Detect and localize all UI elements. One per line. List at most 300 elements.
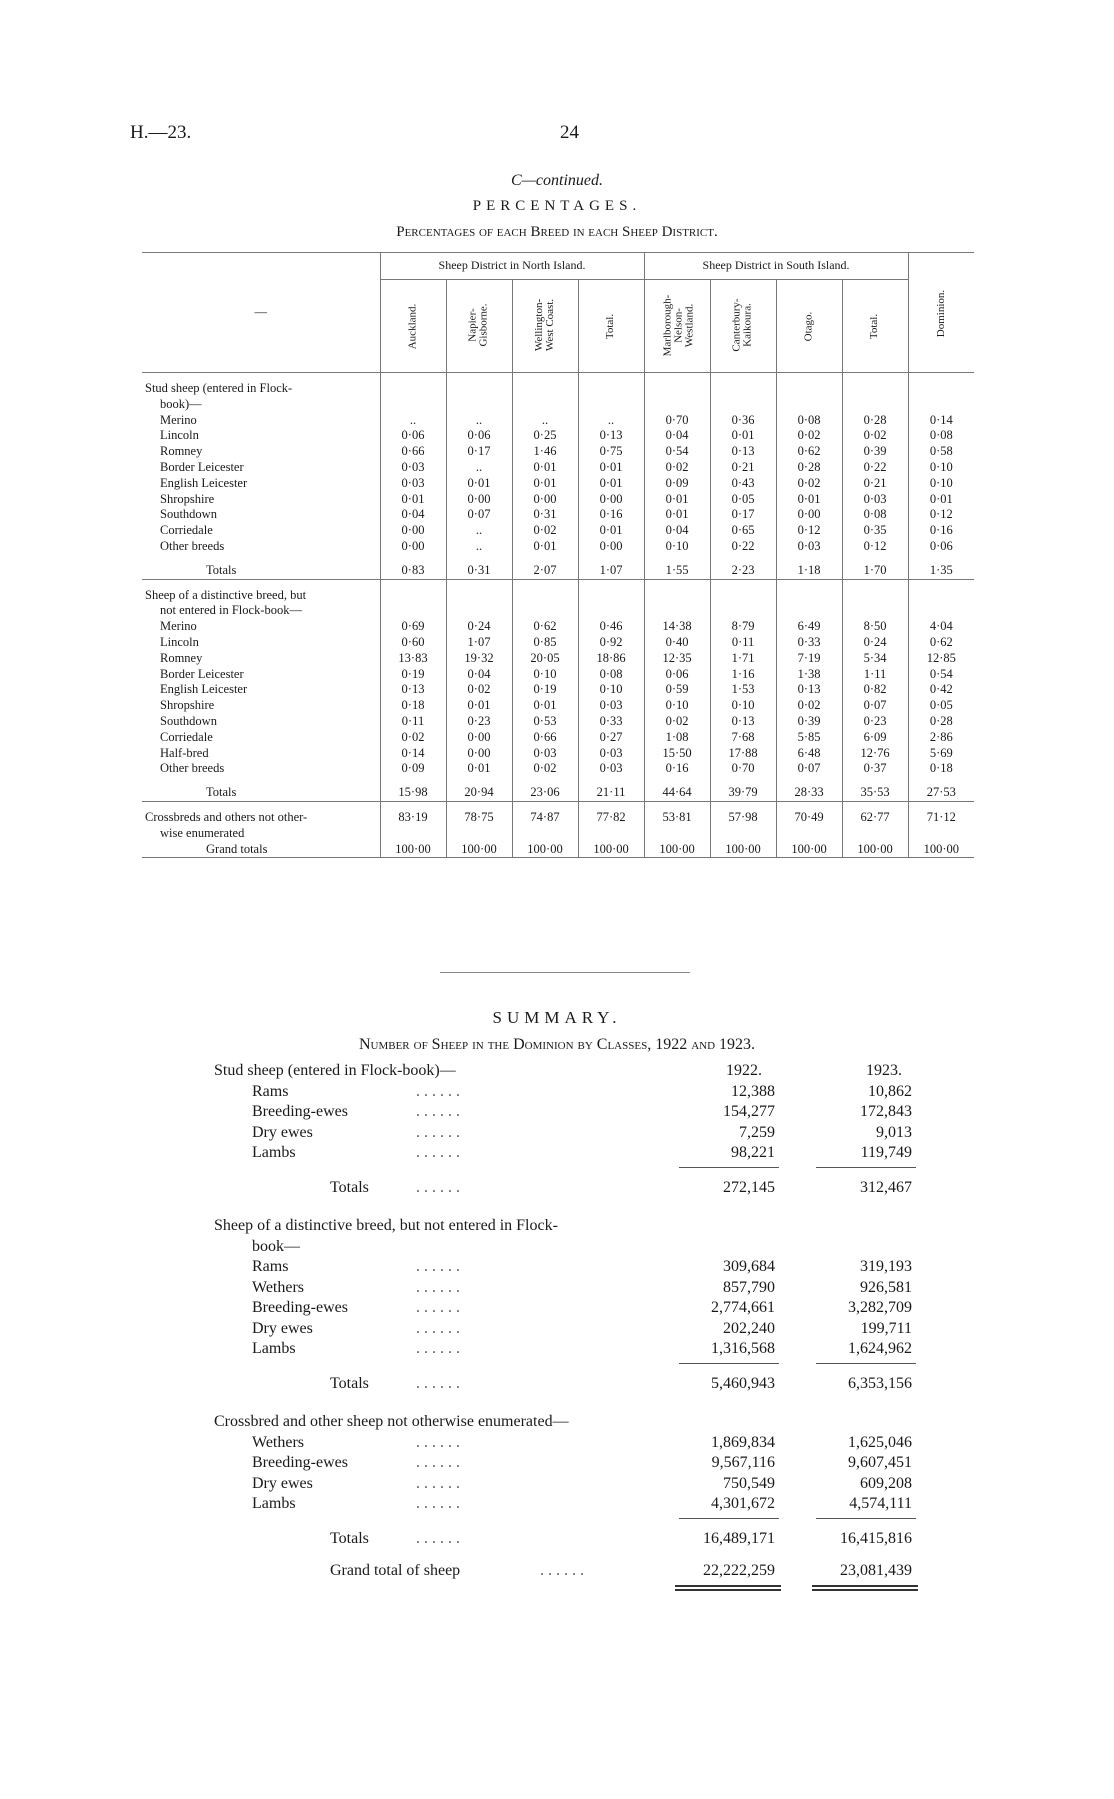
table-row — [142, 492, 974, 508]
value-cell: 0·39 — [842, 444, 908, 460]
value-cell: 0·25 — [512, 428, 578, 444]
summary-row-label: Lambs — [252, 1495, 296, 1512]
row-label: Corriedale — [160, 729, 213, 744]
value-1923: 4,574,111 — [849, 1495, 912, 1512]
summary-row-label: Dry ewes — [252, 1123, 313, 1141]
value-cell: 100·00 — [776, 842, 842, 858]
value-cell: 0·10 — [710, 698, 776, 714]
table-row — [142, 507, 974, 523]
value-cell: 100·00 — [908, 842, 974, 858]
value-cell: 0·01 — [578, 476, 644, 492]
value-cell: 100·00 — [842, 842, 908, 858]
section-heading: book— — [252, 1237, 300, 1255]
empty-cell — [578, 397, 644, 413]
value-cell: 0·00 — [446, 730, 512, 746]
value-cell: .. — [380, 413, 446, 429]
col-header-marlborough: Marlborough- Nelson- Westland. — [644, 280, 710, 373]
summary-row-label: Wethers — [252, 1278, 305, 1296]
value-cell: 0·31 — [512, 507, 578, 523]
empty-cell — [380, 826, 446, 842]
value-cell: 0·12 — [776, 523, 842, 539]
empty-cell — [776, 579, 842, 588]
table-row — [142, 761, 974, 777]
empty-cell — [842, 777, 908, 785]
value-cell: 100·00 — [446, 842, 512, 858]
value-cell: 0·02 — [842, 428, 908, 444]
empty-cell — [644, 588, 710, 604]
row-label: Border Leicester — [160, 459, 244, 474]
table-row — [142, 476, 974, 492]
value-cell: 0·02 — [644, 714, 710, 730]
value-cell: 0·01 — [908, 492, 974, 508]
empty-cell — [512, 588, 578, 604]
summary-row-label: Rams — [252, 1082, 289, 1100]
empty-cell — [644, 777, 710, 785]
value-cell: 0·24 — [446, 619, 512, 635]
value-cell: 100·00 — [710, 842, 776, 858]
value-cell: 28·33 — [776, 785, 842, 801]
empty-cell — [512, 579, 578, 588]
value-cell: 0·01 — [380, 492, 446, 508]
row-label: Other breeds — [160, 538, 225, 553]
value-1923: 10,862 — [868, 1082, 912, 1100]
value-cell: 0·08 — [842, 507, 908, 523]
value-cell: 0·39 — [776, 714, 842, 730]
empty-cell — [644, 397, 710, 413]
value-cell: 20·05 — [512, 651, 578, 667]
value-cell: 0·11 — [710, 635, 776, 651]
empty-cell — [380, 579, 446, 588]
value-cell: 0·62 — [776, 444, 842, 460]
value-cell: 0·13 — [578, 428, 644, 444]
value-1923: 119,749 — [860, 1144, 912, 1161]
empty-cell — [446, 373, 512, 382]
total-1922: 272,145 — [723, 1178, 775, 1196]
value-cell: 0·66 — [380, 444, 446, 460]
empty-cell — [710, 801, 776, 810]
value-cell: 0·16 — [908, 523, 974, 539]
value-cell: 0·06 — [644, 667, 710, 683]
col-header-auckland: Auckland. — [380, 280, 446, 373]
leader-dots: . . . . . . — [416, 1495, 460, 1512]
value-cell: 0·70 — [644, 413, 710, 429]
summary-row-label: Breeding-ewes — [252, 1454, 348, 1471]
table-row — [142, 667, 974, 683]
row-label: Lincoln — [160, 634, 199, 649]
subtotal-rule — [816, 1518, 916, 1519]
document-reference: H.—23. — [130, 122, 192, 143]
empty-cell — [776, 381, 842, 397]
value-cell: 0·01 — [512, 476, 578, 492]
empty-cell — [710, 777, 776, 785]
value-cell: 0·12 — [908, 507, 974, 523]
value-cell: 0·10 — [908, 460, 974, 476]
value-cell: 0·83 — [380, 563, 446, 579]
row-label: Shropshire — [160, 698, 215, 713]
empty-cell — [710, 373, 776, 382]
value-cell: 0·02 — [512, 523, 578, 539]
value-cell: 2·07 — [512, 563, 578, 579]
value-cell: .. — [446, 523, 512, 539]
value-cell: 0·28 — [908, 714, 974, 730]
value-cell: 0·58 — [908, 444, 974, 460]
value-cell: 0·03 — [380, 476, 446, 492]
value-1923: 9,607,451 — [848, 1454, 912, 1471]
value-cell: 0·66 — [512, 730, 578, 746]
total-1923: 6,353,156 — [848, 1374, 912, 1392]
empty-cell — [380, 801, 446, 810]
value-cell: 0·00 — [380, 523, 446, 539]
subtotal-rule — [679, 1518, 779, 1519]
percentages-title: PERCENTAGES. — [472, 198, 642, 214]
summary-row-label: Dry ewes — [252, 1474, 313, 1492]
leader-dots: . . . . . . — [416, 1123, 460, 1141]
value-cell: 18·86 — [578, 651, 644, 667]
value-cell: 0·04 — [446, 667, 512, 683]
totals-label: Totals — [330, 1178, 369, 1196]
empty-cell — [710, 397, 776, 413]
empty-cell — [446, 588, 512, 604]
row-label: English Leicester — [160, 475, 248, 490]
empty-cell — [380, 397, 446, 413]
value-cell: 0·02 — [776, 698, 842, 714]
empty-cell — [644, 381, 710, 397]
value-cell: 27·53 — [908, 785, 974, 801]
value-cell: 0·28 — [776, 460, 842, 476]
value-cell: 0·09 — [380, 761, 446, 777]
total-1922: 16,489,171 — [703, 1529, 775, 1547]
empty-cell — [776, 777, 842, 785]
value-cell: 0·00 — [446, 746, 512, 762]
value-cell: 0·16 — [578, 507, 644, 523]
totals-row — [142, 563, 974, 579]
empty-cell — [578, 801, 644, 810]
value-cell: .. — [446, 539, 512, 555]
group-header-south: Sheep District in South Island. — [644, 253, 908, 280]
empty-cell — [512, 373, 578, 382]
table-row — [142, 730, 974, 746]
value-cell: 0·35 — [842, 523, 908, 539]
row-label: Crossbreds and others not other- — [145, 809, 308, 824]
value-cell: 1·35 — [908, 563, 974, 579]
row-label: Shropshire — [160, 491, 215, 506]
value-1922: 1,316,568 — [711, 1340, 775, 1357]
value-cell: 0·01 — [578, 460, 644, 476]
grand-total-rule — [812, 1589, 918, 1591]
value-cell: 0·18 — [380, 698, 446, 714]
empty-cell — [842, 826, 908, 842]
spacer-row — [142, 801, 974, 810]
value-cell: 70·49 — [776, 810, 842, 826]
totals-label: Totals — [330, 1529, 369, 1547]
row-label: Merino — [160, 412, 197, 427]
empty-cell — [710, 588, 776, 604]
empty-cell — [776, 603, 842, 619]
value-cell: 0·03 — [578, 761, 644, 777]
value-1922: 7,259 — [739, 1123, 775, 1141]
value-cell: 39·79 — [710, 785, 776, 801]
value-cell: 0·62 — [512, 619, 578, 635]
value-cell: 0·24 — [842, 635, 908, 651]
subtotal-rule — [679, 1167, 779, 1168]
empty-cell — [842, 588, 908, 604]
section-heading: Stud sheep (entered in Flock- — [145, 381, 293, 395]
value-cell: 13·83 — [380, 651, 446, 667]
empty-cell — [842, 603, 908, 619]
value-cell: 100·00 — [380, 842, 446, 858]
empty-cell — [776, 801, 842, 810]
empty-cell — [776, 555, 842, 563]
table-row — [142, 428, 974, 444]
leader-dots: . . . . . . — [416, 1374, 460, 1392]
value-cell: 0·21 — [842, 476, 908, 492]
empty-cell — [842, 801, 908, 810]
value-cell: 74·87 — [512, 810, 578, 826]
value-1922: 309,684 — [723, 1258, 775, 1275]
value-cell: 0·14 — [380, 746, 446, 762]
value-cell: 12·85 — [908, 651, 974, 667]
empty-cell — [512, 381, 578, 397]
value-cell: 1·38 — [776, 667, 842, 683]
value-cell: 0·82 — [842, 682, 908, 698]
value-cell: 0·01 — [776, 492, 842, 508]
value-cell: 0·23 — [842, 714, 908, 730]
leader-dots: . . . . . . — [416, 1278, 460, 1296]
continued-heading: C—continued. — [511, 172, 603, 189]
crossbreds-row — [142, 810, 974, 826]
empty-cell — [842, 579, 908, 588]
value-cell: 1·71 — [710, 651, 776, 667]
table-row — [142, 444, 974, 460]
value-cell: 0·10 — [644, 539, 710, 555]
table-row — [142, 413, 974, 429]
value-cell: 100·00 — [512, 842, 578, 858]
total-1923: 312,467 — [860, 1178, 912, 1196]
value-cell: 1·55 — [644, 563, 710, 579]
value-cell: 0·06 — [908, 539, 974, 555]
empty-cell — [380, 603, 446, 619]
row-label: wise enumerated — [160, 825, 245, 840]
col-header-canterbury: Canterbury- Kaikoura. — [710, 280, 776, 373]
empty-cell — [512, 555, 578, 563]
value-cell: 0·03 — [578, 746, 644, 762]
value-cell: 0·01 — [512, 460, 578, 476]
subtotal-rule — [679, 1363, 779, 1364]
spacer-row — [142, 373, 974, 382]
value-cell: 1·53 — [710, 682, 776, 698]
empty-cell — [446, 555, 512, 563]
value-cell: 21·11 — [578, 785, 644, 801]
value-cell: 0·03 — [578, 698, 644, 714]
value-cell: 17·88 — [710, 746, 776, 762]
value-cell: 0·85 — [512, 635, 578, 651]
value-cell: 0·43 — [710, 476, 776, 492]
empty-cell — [710, 555, 776, 563]
totals-row — [142, 785, 974, 801]
empty-cell — [578, 777, 644, 785]
leader-dots: . . . . . . — [540, 1562, 584, 1579]
section-heading-row — [142, 381, 974, 397]
value-cell: 0·37 — [842, 761, 908, 777]
value-cell: 62·77 — [842, 810, 908, 826]
value-cell: 1·70 — [842, 563, 908, 579]
empty-cell — [842, 381, 908, 397]
value-cell: 0·10 — [644, 698, 710, 714]
row-label: Border Leicester — [160, 666, 244, 681]
empty-cell — [908, 381, 974, 397]
summary-subtitle: Number of Sheep in the Dominion by Classes, 1922 and 1923. — [358, 1036, 756, 1053]
empty-cell — [710, 381, 776, 397]
value-cell: 0·19 — [380, 667, 446, 683]
value-cell: 0·60 — [380, 635, 446, 651]
leader-dots: . . . . . . — [416, 1103, 460, 1120]
leader-dots: . . . . . . — [416, 1144, 460, 1161]
value-cell: 5·34 — [842, 651, 908, 667]
empty-cell — [842, 373, 908, 382]
stub-header: — — [142, 253, 380, 373]
value-cell: 0·08 — [578, 667, 644, 683]
value-cell: 0·06 — [446, 428, 512, 444]
row-label: Totals — [142, 563, 380, 579]
col-header-south-total: Total. — [842, 280, 908, 373]
value-cell: 0·42 — [908, 682, 974, 698]
col-header-north-total: Total. — [578, 280, 644, 373]
value-cell: 0·05 — [908, 698, 974, 714]
value-1922: 12,388 — [731, 1082, 775, 1100]
value-cell: 0·03 — [380, 460, 446, 476]
value-cell: 5·69 — [908, 746, 974, 762]
row-label: Romney — [160, 444, 203, 459]
empty-cell — [842, 555, 908, 563]
value-cell: 0·02 — [446, 682, 512, 698]
value-cell: 1·07 — [578, 563, 644, 579]
total-1922: 5,460,943 — [711, 1374, 775, 1392]
value-cell: 0·28 — [842, 413, 908, 429]
value-cell: 0·31 — [446, 563, 512, 579]
value-1922: 1,869,834 — [711, 1433, 775, 1451]
empty-cell — [578, 588, 644, 604]
empty-cell — [380, 588, 446, 604]
col-header-napier: Napier- Gisborne. — [446, 280, 512, 373]
leader-dots: . . . . . . — [416, 1474, 460, 1492]
value-cell: 4·04 — [908, 619, 974, 635]
value-cell: 77·82 — [578, 810, 644, 826]
grand-total-rule — [675, 1585, 781, 1587]
page-number: 24 — [560, 122, 579, 143]
row-label: Southdown — [160, 507, 217, 522]
value-1922: 2,774,661 — [711, 1299, 775, 1316]
value-cell: 0·21 — [710, 460, 776, 476]
value-cell: 0·92 — [578, 635, 644, 651]
value-cell: 1·11 — [842, 667, 908, 683]
value-cell: 0·59 — [644, 682, 710, 698]
value-cell: 19·32 — [446, 651, 512, 667]
value-cell: 0·04 — [644, 428, 710, 444]
value-cell: 0·40 — [644, 635, 710, 651]
value-cell: 0·11 — [380, 714, 446, 730]
value-cell: 0·54 — [644, 444, 710, 460]
value-cell: 7·68 — [710, 730, 776, 746]
section-heading: Sheep of a distinctive breed, but not entered in Flock- — [214, 1217, 558, 1234]
empty-cell — [644, 826, 710, 842]
value-cell: .. — [512, 413, 578, 429]
summary-row-label: Lambs — [252, 1340, 296, 1357]
empty-cell — [578, 555, 644, 563]
empty-cell — [710, 603, 776, 619]
value-cell: 6·09 — [842, 730, 908, 746]
value-cell: 0·69 — [380, 619, 446, 635]
group-header-north: Sheep District in North Island. — [380, 253, 644, 280]
empty-cell — [710, 579, 776, 588]
empty-cell — [446, 603, 512, 619]
value-cell: 20·94 — [446, 785, 512, 801]
value-cell: 1·18 — [776, 563, 842, 579]
section-heading-row — [142, 397, 974, 413]
value-cell: 0·22 — [842, 460, 908, 476]
value-1922: 857,790 — [723, 1278, 775, 1296]
value-cell: 0·13 — [710, 714, 776, 730]
value-1923: 319,193 — [860, 1258, 912, 1275]
empty-cell — [908, 801, 974, 810]
value-1923: 9,013 — [876, 1123, 912, 1141]
value-cell: 0·65 — [710, 523, 776, 539]
value-cell: 0·02 — [512, 761, 578, 777]
table-row — [142, 651, 974, 667]
empty-cell — [578, 603, 644, 619]
value-cell: 1·16 — [710, 667, 776, 683]
empty-cell — [512, 777, 578, 785]
table-row — [142, 460, 974, 476]
value-cell: 0·13 — [710, 444, 776, 460]
empty-cell — [446, 801, 512, 810]
value-cell: 71·12 — [908, 810, 974, 826]
table-row — [142, 698, 974, 714]
value-cell: 0·46 — [578, 619, 644, 635]
summary-row-label: Dry ewes — [252, 1319, 313, 1337]
value-cell: 0·01 — [512, 698, 578, 714]
value-cell: 83·19 — [380, 810, 446, 826]
value-cell: 0·01 — [578, 523, 644, 539]
value-cell: 0·07 — [776, 761, 842, 777]
leader-dots: . . . . . . — [416, 1454, 460, 1471]
grand-total-rule — [675, 1589, 781, 1591]
value-cell: 35·53 — [842, 785, 908, 801]
table-row — [142, 619, 974, 635]
empty-cell — [908, 579, 974, 588]
col-header-dominion: Dominion. — [908, 253, 974, 373]
value-1923: 172,843 — [860, 1103, 912, 1120]
value-cell: 2·86 — [908, 730, 974, 746]
value-cell: 6·49 — [776, 619, 842, 635]
crossbreds-row-cont — [142, 826, 974, 842]
summary-row-label: Rams — [252, 1258, 289, 1275]
empty-cell — [644, 555, 710, 563]
value-1922: 750,549 — [723, 1474, 775, 1492]
grand-total-rule — [812, 1585, 918, 1587]
value-cell: 0·00 — [578, 492, 644, 508]
grand-total-label: Grand total of sheep — [330, 1562, 461, 1579]
leader-dots: . . . . . . — [416, 1258, 460, 1275]
value-cell: 5·85 — [776, 730, 842, 746]
value-cell: 44·64 — [644, 785, 710, 801]
grand-totals-row — [142, 842, 974, 858]
empty-cell — [644, 801, 710, 810]
row-label: Southdown — [160, 713, 217, 728]
empty-cell — [578, 826, 644, 842]
empty-cell — [776, 397, 842, 413]
summary-row-label: Lambs — [252, 1144, 296, 1161]
value-cell: 0·08 — [908, 428, 974, 444]
